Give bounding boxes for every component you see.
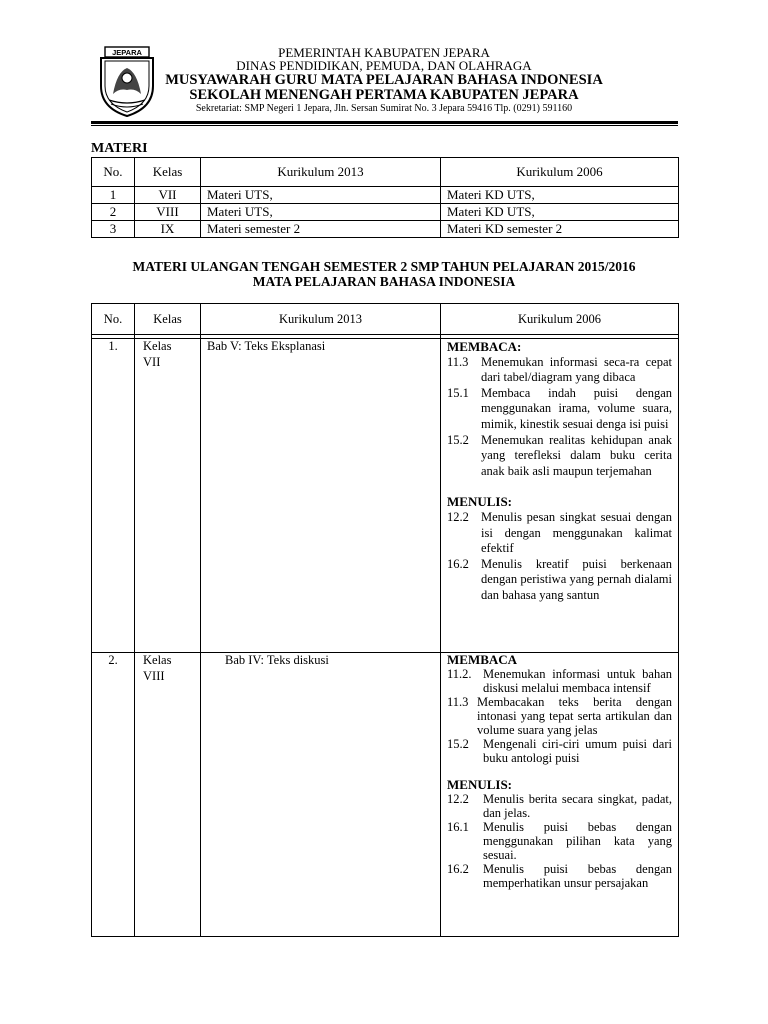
kd-number: 11.3	[447, 695, 469, 709]
header-kelas: Kelas	[135, 304, 201, 335]
list-item	[447, 510, 672, 557]
membaca-heading: MEMBACA:	[447, 339, 522, 354]
header-kurikulum-2006: Kurikulum 2006	[441, 158, 679, 187]
table-header-row	[92, 158, 679, 187]
cell-k06: Materi KD semester 2	[441, 221, 679, 238]
letterhead-government: PEMERINTAH KABUPATEN JEPARA	[278, 45, 490, 60]
cell-kelas: VII	[135, 187, 201, 204]
header-no: No.	[92, 304, 135, 335]
kd-text: Mengenali ciri-ciri umum puisi dari buku antologi puisi	[483, 737, 672, 765]
emblem-text: JEPARA	[112, 48, 142, 57]
list-item	[447, 737, 672, 765]
kd-number: 11.3	[447, 354, 469, 369]
letterhead-rule-thin	[91, 125, 678, 126]
table-header-row	[92, 304, 679, 335]
list-item	[447, 862, 672, 890]
kd-number: 12.2	[447, 792, 469, 806]
uts-title: MATERI ULANGAN TENGAH SEMESTER 2 SMP TAHUN PELAJARAN 2015/2016	[132, 259, 636, 274]
header-kurikulum-2013: Kurikulum 2013	[201, 304, 441, 335]
menulis-heading: MENULIS:	[447, 494, 513, 510]
table-row	[92, 204, 679, 221]
cell-kelas	[135, 339, 201, 653]
list-item	[447, 355, 672, 386]
kd-text: Menemukan realitas kehidupan anak yang terefleksi dalam buku cerita anak baik asli maupun terjemahan	[481, 432, 672, 478]
list-item	[447, 695, 672, 737]
kelas-grade: VIII	[143, 668, 165, 683]
kd-text: Menulis puisi bebas dengan memperhatikan unsur persajakan	[483, 862, 672, 890]
cell-k13: Materi UTS,	[201, 187, 441, 204]
letterhead-address: Sekretariat: SMP Negeri 1 Jepara, Jln. Sersan Sumirat No. 3 Jepara 59416 Tlp. (0291) 591160	[195, 103, 573, 114]
cell-k13: Materi semester 2	[201, 221, 441, 238]
kd-text: Menemukan informasi seca-ra cepat dari tabel/diagram yang dibaca	[481, 354, 672, 385]
cell-no: 2	[92, 204, 135, 221]
uts-table	[91, 303, 679, 937]
cell-k13: Materi UTS,	[201, 204, 441, 221]
kelas-label: Kelas	[143, 653, 172, 667]
cell-k13: Bab IV: Teks diskusi	[201, 653, 441, 937]
kd-number: 15.2	[447, 432, 469, 447]
kd-text: Menulis pesan singkat sesuai dengan isi dengan menggunakan kalimat efektif	[481, 509, 672, 556]
cell-k06: Materi KD UTS,	[441, 187, 679, 204]
header-kurikulum-2013: Kurikulum 2013	[201, 158, 441, 187]
kd-text: Menulis puisi bebas dengan menggunakan pilihan kata yang sesuai.	[483, 820, 672, 862]
kd-number: 12.2	[447, 509, 469, 524]
letterhead-organization: MUSYAWARAH GURU MATA PELAJARAN BAHASA INDONESIA	[165, 72, 603, 88]
cell-k13: Bab V: Teks Eksplanasi	[201, 339, 441, 653]
kelas-label: Kelas	[143, 339, 172, 353]
cell-k06: Materi KD UTS,	[441, 204, 679, 221]
kd-text: Membaca indah puisi dengan menggunakan irama, volume suara, mimik, kinestik sesuai denga isi puisi	[481, 385, 672, 431]
cell-no: 3	[92, 221, 135, 238]
cell-no: 1.	[92, 339, 135, 653]
list-item	[447, 667, 672, 695]
kd-number: 16.1	[447, 820, 469, 834]
table-row	[92, 339, 679, 653]
list-item	[447, 557, 672, 604]
kd-text: Menemukan informasi untuk bahan diskusi melalui membaca intensif	[483, 667, 672, 695]
cell-kelas: VIII	[135, 204, 201, 221]
letterhead-school-level: SEKOLAH MENENGAH PERTAMA KABUPATEN JEPARA	[189, 87, 579, 103]
menulis-heading: MENULIS:	[447, 777, 513, 792]
cell-k06	[441, 339, 679, 653]
kd-text: Menulis kreatif puisi berkenaan dengan peristiwa yang pernah dialami dan bahasa yang santun	[481, 556, 672, 602]
kelas-grade: VII	[143, 354, 161, 369]
header-no: No.	[92, 158, 135, 187]
table-row	[92, 221, 679, 238]
list-item	[447, 792, 672, 820]
uts-subtitle: MATA PELAJARAN BAHASA INDONESIA	[252, 274, 516, 289]
table-row	[92, 187, 679, 204]
membaca-heading: MEMBACA	[447, 652, 518, 667]
header-kurikulum-2006: Kurikulum 2006	[441, 304, 679, 335]
materi-heading: MATERI	[91, 141, 148, 156]
kd-text: Membacakan teks berita dengan intonasi yang tepat serta artikulan dan volume suara yang jelas	[477, 695, 672, 737]
cell-kelas: IX	[135, 221, 201, 238]
kd-number: 11.2.	[447, 667, 472, 681]
kd-number: 15.2	[447, 737, 469, 751]
kd-number: 16.2	[447, 862, 469, 876]
header-kelas: Kelas	[135, 158, 201, 187]
list-item	[447, 386, 672, 433]
table-row	[92, 653, 679, 937]
letterhead-department: DINAS PENDIDIKAN, PEMUDA, DAN OLAHRAGA	[236, 58, 532, 73]
cell-kelas	[135, 653, 201, 937]
cell-k06	[441, 653, 679, 937]
list-item	[447, 820, 672, 862]
cell-no: 1	[92, 187, 135, 204]
materi-table	[91, 157, 679, 238]
list-item	[447, 433, 672, 480]
cell-no: 2.	[92, 653, 135, 937]
kd-text: Menulis berita secara singkat, padat, dan jelas.	[483, 792, 672, 820]
kd-number: 16.2	[447, 556, 469, 571]
letterhead-rule-thick	[91, 121, 678, 124]
kd-number: 15.1	[447, 385, 469, 400]
